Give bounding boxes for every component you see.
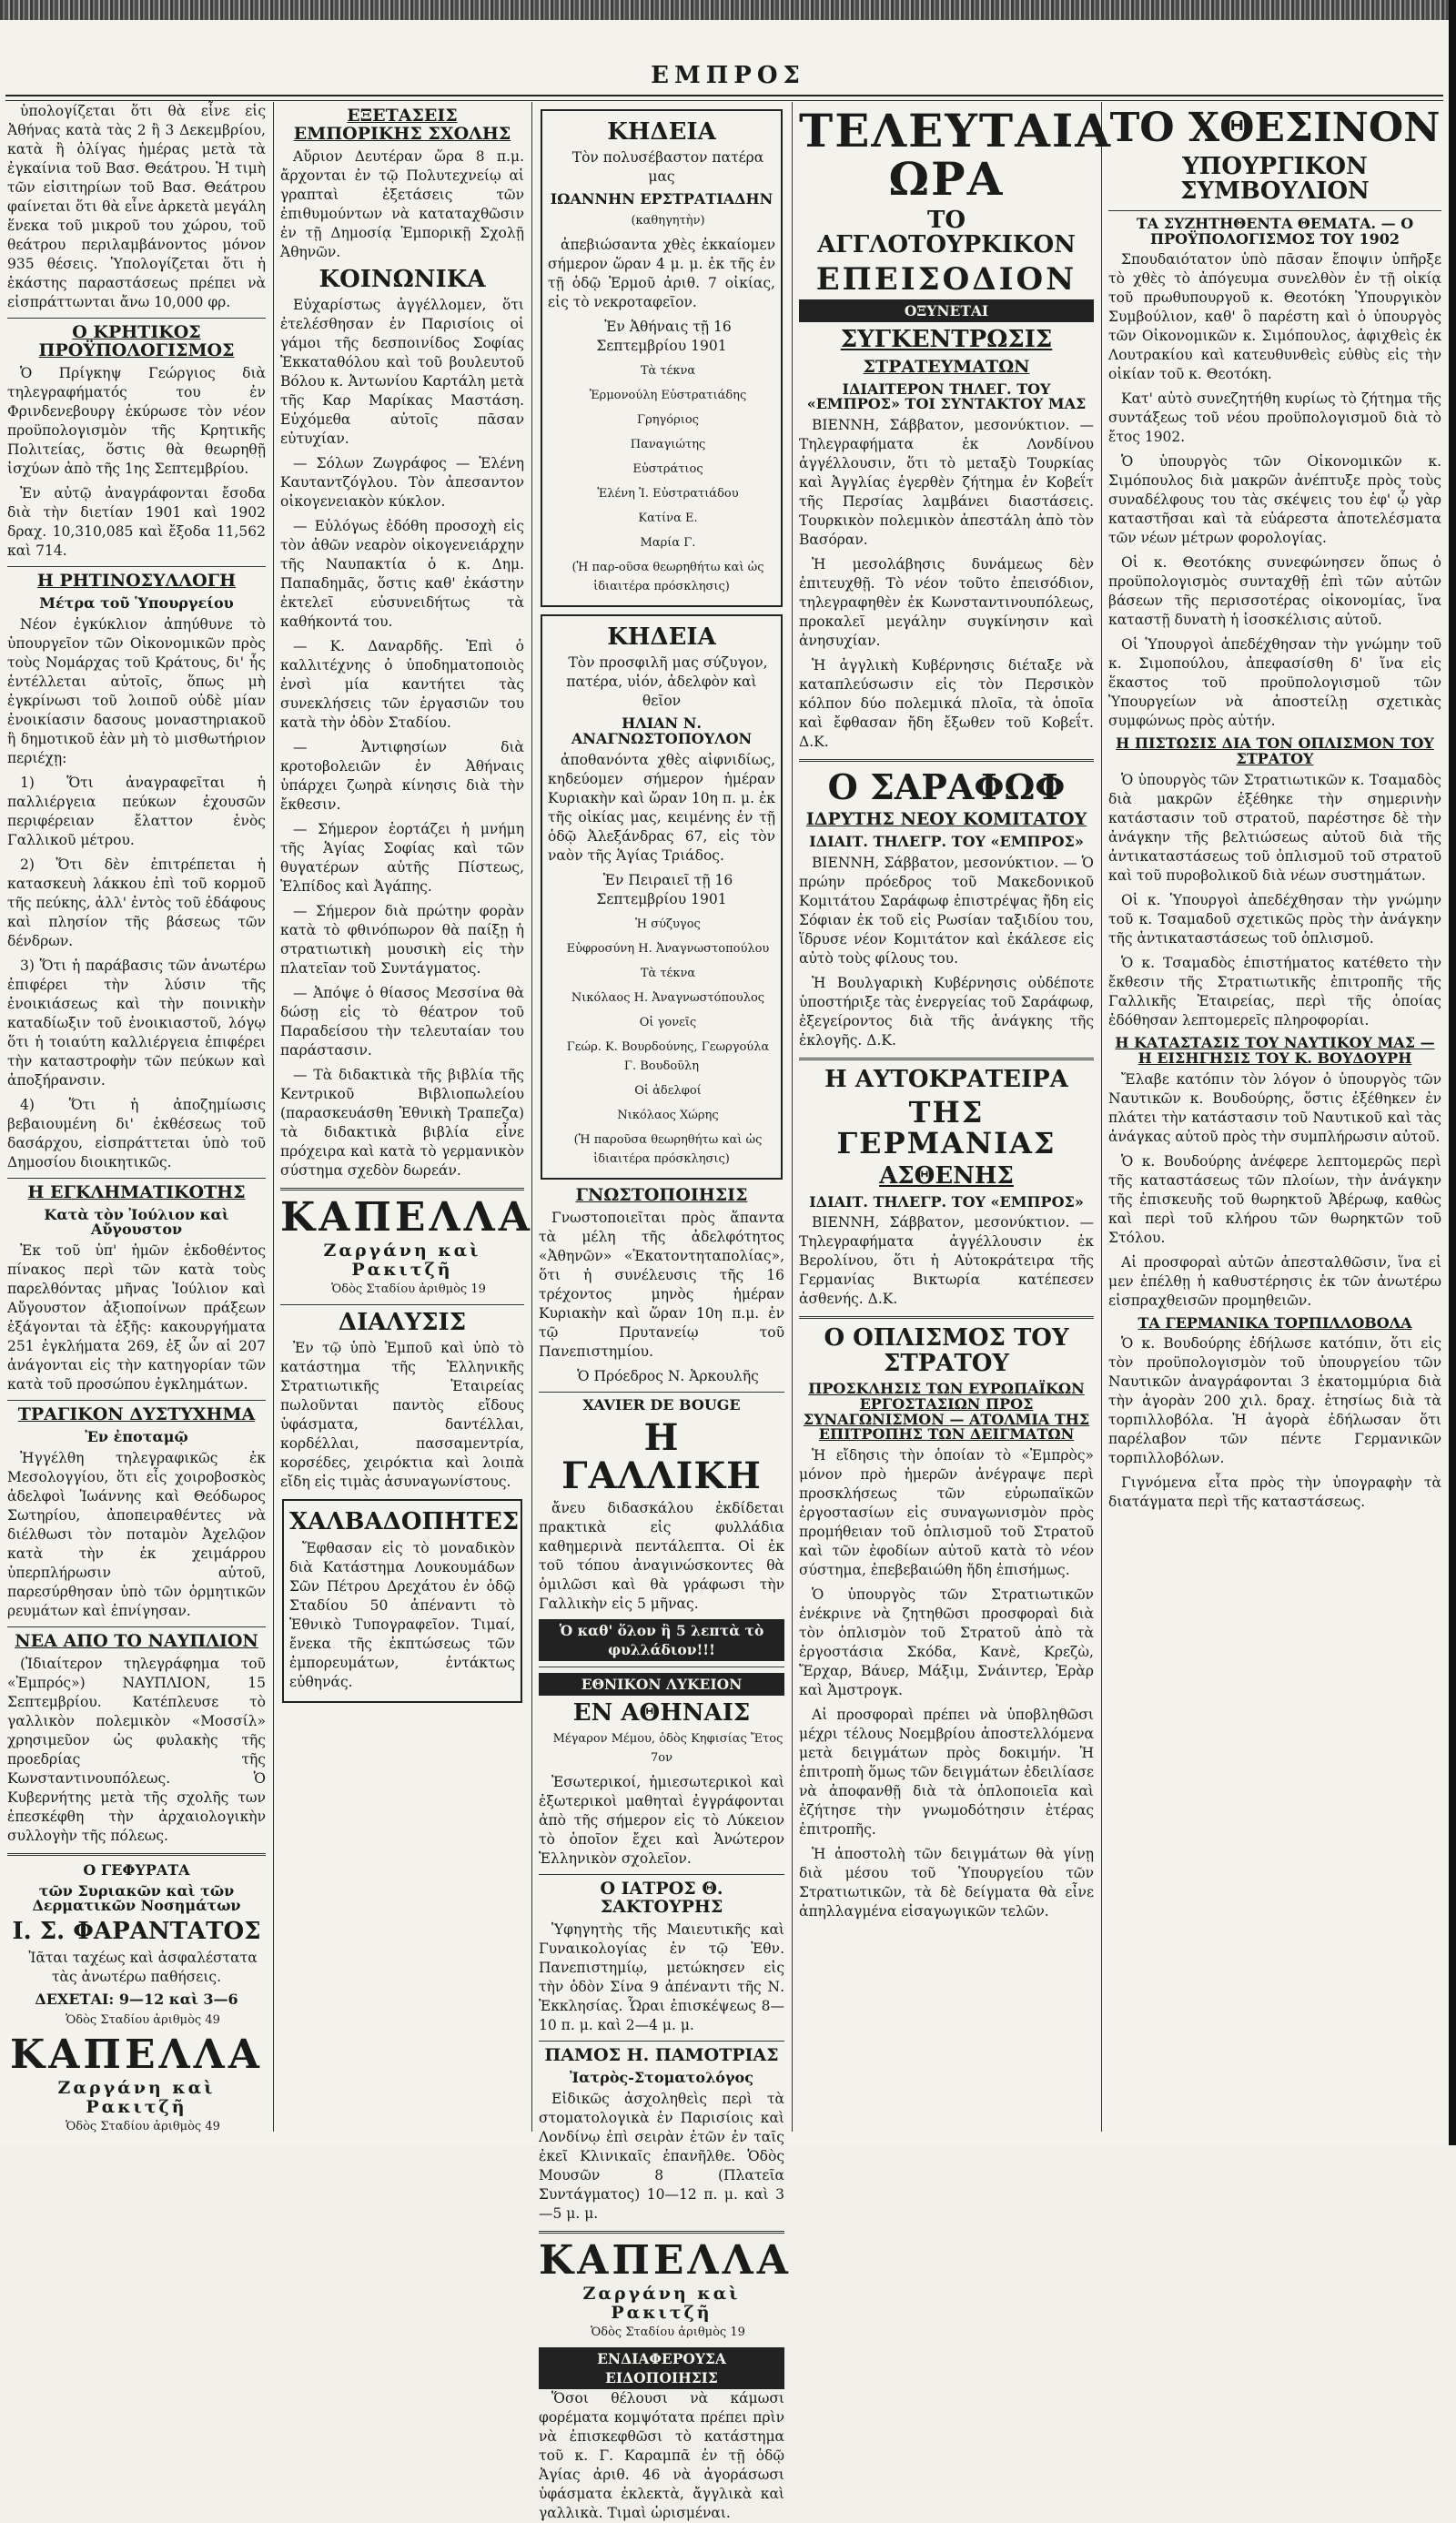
kapella-ad-owners: Ζαργάνη καὶ Ρακιτζῆ bbox=[323, 1241, 481, 1281]
article-text: Ἔλαβε κατόπιν τὸν λόγον ὁ ὑπουργὸς τῶν Ναυτικῶν κ. Βουδούρης, ὅστις ἐξέθηκεν ἐν πλάτει τὴν κατάστασιν τοῦ Ναυτικοῦ καὶ τὰς ἀνάγκας αὐτοῦ πρὸς τὴν συμπλήρωσιν αὐτοῦ. bbox=[1108, 1070, 1441, 1145]
article-text: (Ἰδιαίτερον τηλεγράφημα τοῦ «Ἐμπρός») ΝΑΥΠΛΙΟΝ, 15 Σεπτεμβρίου. Κατέπλευσε τὸ γαλλικὸν πολεμικὸν «Μοσσίλ» χρησιμεῦον ὡς φυλακὴς τῆς προεδρίας τῆς Κωνσταντινουπόλεως. Ὁ Κυβερνήτης μετὰ τῆς σχολῆς των ἐπεσκέφθη τὴν ἀρχαιολογικὴν συλλογὴν τῆς πόλεως. bbox=[7, 1655, 266, 1844]
family-member: Γεώρ. Κ. Βουρδούνης, Γεωργούλα Γ. Βουδοῦλη bbox=[566, 1039, 770, 1073]
divider bbox=[799, 1058, 1094, 1060]
ad-author: XAVIER DE BOUGE bbox=[582, 1395, 741, 1413]
masthead: ΕΜΠΡΟΣ bbox=[651, 62, 805, 89]
article-text: Αὔριον Δευτέραν ὥρα 8 π.μ. ἄρχονται ἐν τῷ Πολυτεχνείῳ αἱ γραπταὶ ἐξετάσεις τῶν ἐπιθυμούντων νὰ καταταχθῶσιν ἐν τῇ Δημοσίᾳ Ἐμπορικῇ Σχολῇ Ἀθηνῶν. bbox=[280, 147, 524, 260]
divider bbox=[7, 1626, 266, 1627]
kapella-ad-title: ΚΑΠΕΛΛΑ bbox=[10, 2032, 263, 2079]
divider bbox=[539, 2231, 784, 2234]
headline: ΚΗΔΕΙΑ bbox=[607, 118, 716, 146]
article-text: Ἐσωτερικοί, ἡμιεσωτερικοὶ καὶ ἐξωτερικοὶ μαθηταὶ ἐγγράφονται ἀπὸ τῆς σήμερον εἰς τὸ Λύκειον τὸ ὁποῖον ἔχει καὶ Ἀνώτερον Ἑλληνικὸν σχολεῖον. bbox=[539, 1774, 784, 1868]
headline: ΤΗΣ ΓΕΡΜΑΝΙΑΣ bbox=[836, 1095, 1057, 1160]
family-member: Ἡ σύζυγος bbox=[635, 917, 701, 931]
article-text: Ἐν αὐτῷ ἀναγράφονται ἔσοδα διὰ τὴν διετίαν 1901 καὶ 1902 δραχ. 10,310,085 καὶ ἔξοδα 11,562 καὶ 714. bbox=[7, 484, 266, 559]
article-text: Ὁ ὑπουργὸς τῶν Στρατιωτικῶν ἐνέκρινε νὰ ζητηθῶσι προσφοραὶ διὰ τὸν ὁπλισμὸν τοῦ Στρατοῦ ἀπὸ τὰ ἐργοστάσια Σκόδα, Κανὲ, Κρεζὼ, Ἔρχαρ, Βάυερ, Μάξιμ, Σνάιντερ, Ἑρὰρ καὶ Ἀμστρογκ. bbox=[799, 1586, 1094, 1699]
article-text: — Εὐλόγως ἐδόθη προσοχὴ εἰς τὸν ἀθῶν νεαρὸν οἰκογενειάρχην τῆς Ναυπακτία ὁ κ. Δημ. Παπαδημᾶς, ὅστις καθ' ἑκάστην ἐκτελεῖ εὐσυνειδήτως τὰ καθήκοντά του. bbox=[280, 518, 524, 631]
headline: Ο ΚΡΗΤΙΚΟΣ ΠΡΟΫΠΟΛΟΓΙΣΜΟΣ bbox=[38, 322, 235, 360]
article-text: — Κ. Δαναρδῆς. Ἐπὶ ὁ καλλιτέχνης ὁ ὑποδηματοποιὸς ἐνσὶ μία καντήτει τὰς συνεκλήσεις τῶν ἐργασιῶν του κατὰ τὴν ὁδὸν Σταδίου. bbox=[280, 638, 524, 732]
headline: Η ΓΑΛΛΙΚΗ bbox=[561, 1415, 762, 1497]
headline: Η ΡΗΤΙΝΟΣΥΛΛΟΓΗ bbox=[36, 570, 237, 591]
kapella-ad-owners: Ζαργάνη καὶ Ρακιτζῆ bbox=[582, 2283, 741, 2323]
headline: ΕΞΕΤΑΣΕΙΣ ΕΜΠΟΡΙΚΗΣ ΣΧΟΛΗΣ bbox=[293, 106, 511, 144]
headline: Ο ΣΑΡΑΦΩΦ bbox=[827, 766, 1066, 808]
divider bbox=[1108, 210, 1441, 211]
masthead-rule bbox=[5, 95, 1443, 101]
divider bbox=[7, 566, 266, 567]
article-text: Ὑφηγητὴς τῆς Μαιευτικῆς καὶ Γυναικολογίας ἐν τῷ Ἐθν. Πανεπιστημίῳ, μετώκησεν εἰς τὴν ὁδὸν Σίνα 9 ἀπέναντι τῆς Ν. Ἐκκλησίας. Ὧραι ἐπισκέψεως 8—10 π. μ. καὶ 2—4 μ. μ. bbox=[539, 1920, 784, 2033]
headline: ΧΑΛΒΑΔΟΠΗΤΕΣ bbox=[289, 1508, 520, 1536]
ad-heading: Ο ΓΕΦΥΡΑΤΑ bbox=[83, 1860, 190, 1879]
column-5 bbox=[1108, 102, 1441, 2132]
headline: ΕΝ ΑΘΗΝΑΙΣ bbox=[572, 1698, 751, 1727]
article-text: 3) Ὅτι ἡ παράβασις τῶν ἀνωτέρω ἐπιφέρει τὴν λύσιν τῆς ἐνοικιάσεως καὶ τὴν ποινικὴν καταδίωξιν τοῦ ἐνοικιαστοῦ, λόγῳ ὅτι ἡ τοιαύτη καλλιέργεια ἐπιφέρει τὴν καταστροφὴν τῶν πεύκων καὶ ἀποξήρανσιν. bbox=[7, 957, 266, 1089]
subheadline: ΤΑ ΓΕΡΜΑΝΙΚΑ ΤΟΡΠΙΛΛΟΒΟΛΑ bbox=[1138, 1313, 1412, 1332]
deceased-title: (καθηγητὴν) bbox=[631, 214, 705, 228]
subheadline: ΠΡΟΣΚΛΗΣΙΣ ΤΩΝ ΕΥΡΩΠΑΪΚΩΝ ΕΡΓΟΣΤΑΣΙΩΝ ΠΡΟΣ ΣΥΝΑΓΩΝΙΣΜΟΝ — ΑΤΟΛΜΙΑ ΤΗΣ ΕΠΙΤΡΟΠΗΣ ΤΩΝ ΔΕΙΓΜΑΤΩΝ bbox=[803, 1379, 1090, 1444]
article-text: — Σήμερον διὰ πρώτην φορὰν κατὰ τὸ φθινόπωρον θὰ παίξῃ ἡ στρατιωτικὴ μουσικὴ εἰς τὴν πλατεῖαν τοῦ Συντάγματος. bbox=[280, 903, 524, 978]
article-text: ΒΙΕΝΝΗ, Σάββατον, μεσονύκτιον. — Τηλεγραφήματα ἐκ Λονδίνου ἀγγέλλουσιν, ὅτι τὸ μεταξὺ Τουρκίας καὶ Ἀγγλίας ἐγερθὲν ζήτημα ἐν Κοβεΐτ τῆς Περσίας λαμβάνει διαστάσεις. Τουρκικὸν πολεμικὸν ἀπεστάλη ἀπὸ τὸν Βασόραν. bbox=[799, 417, 1094, 549]
section-title: ΤΟ ΧΘΕΣΙΝΟΝ bbox=[1109, 105, 1441, 151]
family-member: Νικόλαος Χώρης bbox=[617, 1108, 719, 1122]
headline: ΕΘΝΙΚΟΝ ΛΥΚΕΙΟΝ bbox=[539, 1673, 784, 1696]
article-text: Ἠγγέλθη τηλεγραφικῶς ἐκ Μεσολογγίου, ὅτι εἷς χοιροβοσκὸς ἀδελφοὶ Ἰωάννης καὶ Θεόδωρος Σωτηρίου, ἀποπειραθέντες νὰ διέλθωσι τὸν ποταμὸν Ἀχελῷον κατὰ τὴν ἐκ χειμάρρου ὑπερπλήρωσιν αὐτοῦ, παρεσύρθησαν ὑπὸ τῶν ὁρμητικῶν ρευμάτων καὶ ἐπνίγησαν. bbox=[7, 1449, 266, 1619]
headline: ΕΠΕΙΣΟΔΙΟΝ bbox=[815, 260, 1077, 298]
notice-date: Ἐν Ἀθήναις τῇ 16 Σεπτεμβρίου 1901 bbox=[596, 319, 732, 355]
headline: Η ΕΓΚΛΗΜΑΤΙΚΟΤΗΣ bbox=[27, 1181, 246, 1202]
ad-hours: ΔΕΧΕΤΑΙ: 9—12 καὶ 3—6 bbox=[35, 1990, 238, 2008]
headline: Η ΑΥΤΟΚΡΑΤΕΙΡΑ bbox=[824, 1065, 1068, 1093]
headline: ΑΣΘΕΝΗΣ bbox=[879, 1162, 1014, 1191]
article-text: Ὁ κ. Βουδούρης ἀνέφερε λεπτομερῶς περὶ τῆς καταστάσεως τῶν πλοίων, τὴν ἀνάγκην τῆς ἐπισκευῆς τοῦ θωρηκτοῦ Ἀβέρωφ, καθὼς καὶ περὶ τοῦ κλήρου τῶν θωρηκτῶν τοῦ Στόλου. bbox=[1108, 1152, 1441, 1246]
kapella-ad-title: ΚΑΠΕΛΛΑ bbox=[280, 1194, 533, 1241]
article-text: — Τὰ διδακτικὰ τῆς βιβλία τῆς Κεντρικοῦ Βιβλιοπωλείου (παρασκευάσθη Ἐθνικὴ Τραπεζα) τὰ διδακτικὰ βιβλία εἶνε πρόχειρα καὶ κατὰ τὸ γερμανικὸν σύστημα σχεδὸν δωρεάν. bbox=[280, 1067, 524, 1180]
headline: Ο ΙΑΤΡΟΣ Θ. ΣΑΚΤΟΥΡΗΣ bbox=[600, 1879, 723, 1917]
scan-top-edge bbox=[0, 0, 1456, 20]
article-text: Ὁ ὑπουργὸς τῶν Οἰκονομικῶν κ. Σιμόπουλος διὰ μακρῶν ἀνέπτυξε πρὸς τοὺς συναδέλφους του τὰς σκέψεις του ἐφ' ᾧ γὰρ καταστῆσαι καὶ τὰ εὐάρεστα ἀποτελέσματα τῶν νέων μέτρων φορολογίας. bbox=[1108, 453, 1441, 547]
article-text: Νέον ἐγκύκλιον ἀπηύθυνε τὸ ὑπουργεῖον τῶν Οἰκονομικῶν πρὸς τοὺς Νομάρχας τοῦ Κράτους, δι' ἧς ἐντέλλεται αὐτοῖς, ὅπως μὴ ἐγκρίνωσι τοῦ λοιποῦ οὐδὲ μίαν ἐνοικίασιν δασους μοναστηριακοῦ ἢ δημοτικοῦ ἐὰν μὴ τὸ μισθωτήριον περιέχῃ: bbox=[7, 615, 266, 766]
column-rule bbox=[531, 102, 532, 2132]
article-text: Ἐκ τοῦ ὑπ' ἡμῶν ἐκδοθέντος πίνακος περὶ τῶν κατὰ τοὺς παρελθόντας μῆνας Ἰούλιον καὶ Αὔγουστον ἀξιοποίνων πράξεων ἐξάγονται τὰ ἑξῆς: κακουργήματα 251 ἐγκλήματα 269, ἐξ ὧν αἱ 207 ἀνάγονται εἰς τὴν κατηγορίαν τῶν κατὰ τοῦ προσώπου ἐγκλημάτων. bbox=[7, 1242, 266, 1393]
article-text: 2) Ὅτι δὲν ἐπιτρέπεται ἡ κατασκευὴ λάκκου ἐπὶ τοῦ κορμοῦ τῆς πεύκης, ἀλλ' ἐντὸς τοῦ ἐδάφους καὶ πλησίον τῆς βάσεως τῶν δένδρων. bbox=[7, 856, 266, 949]
notice-note: (Ἡ παροῦσα θεωρηθήτω καὶ ὡς ἰδιαιτέρα πρόσκλησις) bbox=[573, 1132, 763, 1166]
article-text: Ὁ κ. Βουδούρης ἐδήλωσε κατόπιν, ὅτι εἰς τὸν προϋπολογισμὸν τοῦ ὑπουργείου τῶν Ναυτικῶν ἀναγράφονται 3 ἑκατομμύρια διὰ τὴν ἀγορὰν 200 χιλ. δραχ. ἐτησίως διὰ τὰ τορπιλλοβόλα. Ἡ ἀγορὰ ἐδήλωσαν ὅτι παρέλαβον τῶν πέντε Γερμανικῶν τορπιλλοβόλων. bbox=[1108, 1335, 1441, 1467]
article-text: Ἡ ἀγγλικὴ Κυβέρνησις διέταξε νὰ καταπλεύσωσιν εἰς τὸν Περσικὸν κόλπον δύο πολεμικά πλοῖα, τὰ ὁποῖα καὶ ἔφθασαν ἤδη ἔξωθεν τοῦ Κοβεΐτ. Δ.Κ. bbox=[799, 657, 1094, 751]
headline: ΓΝΩΣΤΟΠΟΙΗΣΙΣ bbox=[575, 1184, 748, 1205]
headline: ΠΑΜΟΣ Η. ΠΑΜΟΤΡΙΑΣ bbox=[544, 2044, 779, 2065]
headline: ΝΕΑ ΑΠΟ ΤΟ ΝΑΥΠΛΙΟΝ bbox=[15, 1630, 258, 1651]
telegram-header: ΙΔΙΑΙΤΕΡΟΝ ΤΗΛΕΓ. ΤΟΥ «ΕΜΠΡΟΣ» ΤΟΙ ΣΥΝΤΑΚΤΟΥ ΜΑΣ bbox=[806, 380, 1087, 413]
divider bbox=[7, 1178, 266, 1179]
divider bbox=[539, 1392, 784, 1393]
article-text: Ἡ μεσολάβησις δυνάμεως δὲν ἐπιτευχθῇ. Τὸ νέον τοῦτο ἐπεισόδιον, τηλεγραφηθὲν ἐκ Κωνσταντινουπόλεως, προκαλεῖ μεγάλην συγκίνησιν καὶ ἀνησυχίαν. bbox=[799, 556, 1094, 650]
deceased-name: ΙΩΑΝΝΗΝ ΕΡΣΤΡΑΤΙΑΔΗΝ bbox=[550, 190, 774, 208]
family-member: Οἱ ἀδελφοί bbox=[634, 1083, 702, 1098]
family-member: Κατίνα Ε. bbox=[638, 512, 698, 526]
headline: ΥΠΟΥΡΓΙΚΟΝ ΣΥΜΒΟΥΛΙΟΝ bbox=[1180, 153, 1370, 206]
article-text: ΒΙΕΝΝΗ, Σάββατον, μεσονύκτιον. — Ὁ πρώην πρόεδρος τοῦ Μακεδονικοῦ Κομιτάτου Σαράφωφ ἐπιστρέψας ἤδη εἰς Σόφιαν ἐκ τοῦ εἰς Ρωσίαν ταξιδίου του, ἵδρυσε νέον Κομιτάτον καὶ ἐκάλεσε εἰς αὐτὸ τοὺς φίλους του. bbox=[799, 854, 1094, 967]
article-text: Ὁ Πρίγκηψ Γεώργιος διὰ τηλεγραφήματός του ἐν Φρινδενεβουργ ἐκύρωσε τὸν νέον προϋπολογισμὸν τῆς Κρητικῆς Πολιτείας, ὅστις θὰ θεωρηθῇ ἰσχύων ἀπὸ τῆς 1ης Σεπτεμβρίου. bbox=[7, 364, 266, 477]
notice-note: (Ἡ παρ-οῦσα θεωρηθήτω καὶ ὡς ἰδιαιτέρα πρόσκλησις) bbox=[571, 561, 764, 594]
ad-name: Ι. Σ. ΦΑΡΑΝΤΑΤΟΣ bbox=[12, 1918, 261, 1946]
divider bbox=[280, 1188, 524, 1191]
funeral-notice bbox=[541, 614, 783, 1180]
article-text: Εἰδικῶς ἀσχοληθεὶς περὶ τὰ στοματολογικὰ ἐν Παρισίοις καὶ Λονδίνῳ ἐπὶ σειρὰν ἐτῶν ἐν ταῖς ἐκεῖ Κλινικαῖς ἐπανῆλθε. Ὁδὸς Μουσῶν 8 (Πλατεῖα Συντάγματος) 10—12 π. μ. καὶ 3—5 μ. μ. bbox=[539, 2090, 784, 2222]
article-text: Ἔφθασαν εἰς τὸ μοναδικὸν διὰ Κατάστημα Λουκουμάδων Σῶν Πέτρου Δρεχάτου ἐν ὁδῷ Σταδίου 50 ἀπέναντι τὸ Ἐθνικὸ Τυπογραφεῖον. Τιμαί, ἔνεκα τῆς ἐκπτώσεως τῶν ἐμπορευμάτων, ἐντάκτως εὐθηνάς. bbox=[289, 1539, 515, 1690]
ad-line: τῶν Συριακῶν καὶ τῶν Δερματικῶν Νοσημάτων bbox=[32, 1881, 241, 1915]
deceased-name: ΗΛΙΑΝ Ν. ΑΝΑΓΝΩΣΤΟΠΟΥΛΟΝ bbox=[571, 714, 753, 748]
kapella-ad-address: Ὁδὸς Σταδίου ἀριθμὸς 19 bbox=[331, 1282, 486, 1297]
subheadline: Ἐν ἐποταμῷ bbox=[85, 1428, 188, 1446]
article-text: Γνωστοποιεῖται πρὸς ἅπαντα τὰ μέλη τῆς ἀδελφότητος «Ἀθηνῶν» «Ἐκατοντηταπολίας», ὅτι ἡ συνέλευσις τῆς 16 τρέχοντος μηνὸς ἡμέραν Κυριακὴν καὶ ὥραν 10η π.μ. ἐν τῷ Πρυτανείῳ τοῦ Πανεπιστημίου. bbox=[539, 1209, 784, 1360]
article-text: Αἱ προσφοραὶ πρέπει νὰ ὑποβληθῶσι μέχρι τέλους Νοεμβρίου ἀποστελλόμενα μετὰ δειγμάτων πρὸς δοκιμήν. Ἡ ἐπιτροπὴ ὅμως τῶν δειγμάτων ἐδειλίασε νὰ ἀποφανθῇ διὰ τὰ ὁπλοποιεῖα καὶ ἐζήτησε τὴν γνωμοδότησιν ἑτέρας ἐπιτροπῆς. bbox=[799, 1707, 1094, 1839]
notice-text: ἀπεβιώσαντα χθὲς ἐκκαίομεν σήμερον ὥραν 4 μ. μ. ἐκ τῆς ἐν τῇ ὁδῷ Ἐρμοῦ ἀριθ. 7 οἰκίας, εἰς τὸ νεκροταφεῖον. bbox=[548, 237, 775, 311]
column-rule bbox=[273, 102, 274, 2132]
family-member: Ἑρμονούλη Εὐστρατιάδης bbox=[589, 389, 747, 403]
family-member: Γρηγόριος bbox=[637, 413, 699, 428]
kapella-ad-owners: Ζαργάνη καὶ Ρακιτζῆ bbox=[57, 2078, 216, 2118]
divider bbox=[539, 1874, 784, 1875]
family-member: Μαρία Γ. bbox=[640, 536, 696, 551]
article-text: — Ἀπόψε ὁ θίασος Μεσσίνα θὰ δώσῃ εἰς τὸ θέατρον τοῦ Παραδείσου τὴν τελευταίαν του παράστασιν. bbox=[280, 985, 524, 1059]
headline: ΟΞΥΝΕΤΑΙ bbox=[799, 299, 1094, 322]
signature: Ὁ Πρόεδρος Ν. Ἀρκουλῆς bbox=[577, 1367, 759, 1384]
article-text: Κατ' αὐτὸ συνεζητήθη κυρίως τὸ ζήτημα τῆς συντάξεως τοῦ νέου προϋπολογισμοῦ διὰ τὸ ἔτος 1902. bbox=[1108, 390, 1441, 446]
article-text: Οἱ κ. Ὑπουργοὶ ἀπεδέχθησαν τὴν γνώμην τοῦ κ. Τσαμαδοῦ σχετικῶς πρὸς τὴν ἀνάγκην τῆς ἀντικαταστάσεως τοῦ ὁπλισμοῦ. bbox=[1108, 891, 1441, 947]
article-text: 1) Ὅτι ἀναγραφεῖται ἡ παλλιέργεια πεύκων ἐχουσῶν περιφέρειαν ἔλαττον ἑνὸς Γαλλικοῦ μέτρου. bbox=[7, 774, 266, 848]
divider bbox=[799, 1316, 1094, 1319]
family-member: Τὰ τέκνα bbox=[640, 364, 696, 379]
ad-address: Μέγαρον Μέμου, ὁδὸς Κηφισίας Ἔτος 7ον bbox=[552, 1732, 784, 1766]
subheadline: ΤΑ ΣΥΖΗΤΗΘΕΝΤΑ ΘΕΜΑΤΑ. — Ο ΠΡΟΫΠΟΛΟΓΙΣΜΟΣ ΤΟΥ 1902 bbox=[1136, 214, 1414, 248]
subheadline: Μέτρα τοῦ Ὑπουργείου bbox=[39, 593, 234, 612]
headline: ΚΗΔΕΙΑ bbox=[607, 623, 716, 652]
family-member: Εὐφροσύνη Η. Ἀναγνωστοπούλου bbox=[566, 941, 770, 956]
article-text: Γιγνόμενα εἶτα πρὸς τὴν ὑπογραφὴν τὰ διατάγματα περὶ τῆς καταστάσεως. bbox=[1108, 1474, 1441, 1511]
family-member: Τὰ τέκνα bbox=[640, 966, 696, 980]
subheadline: Η ΚΑΤΑΣΤΑΣΙΣ ΤΟΥ ΝΑΥΤΙΚΟΥ ΜΑΣ — Η ΕΙΣΗΓΗΣΙΣ ΤΟΥ Κ. ΒΟΥΔΟΥΡΗ bbox=[1115, 1033, 1435, 1067]
divider bbox=[280, 1304, 524, 1305]
divider bbox=[7, 1400, 266, 1401]
notice-date: Ἐν Πειραιεῖ τῇ 16 Σεπτεμβρίου 1901 bbox=[596, 871, 733, 907]
family-list bbox=[548, 915, 775, 1125]
family-member: Οἱ γονεῖς bbox=[639, 1015, 697, 1029]
divider bbox=[7, 1853, 266, 1856]
kapella-ad-address: Ὁδὸς Σταδίου ἀριθμὸς 19 bbox=[591, 2325, 745, 2339]
notice-text: Τὸν προσφιλῆ μας σύζυγον, πατέρα, υἱόν, ἀδελφὸν καὶ θεῖον bbox=[566, 654, 768, 710]
article-text: Ἡ εἴδησις τὴν ὁποίαν τὸ «Ἐμπρὸς» μόνον πρὸ ἡμερῶν ἀνέγραψε περὶ προσκλήσεως τῶν εὐρωπαϊκῶν ἐργοστασίων εἰς συναγωνισμὸν πρὸς προμήθειαν τοῦ ὁπλισμοῦ τοῦ Στρατοῦ καὶ τῶν ἐφοδίων αὐτοῦ κατὰ τὸ νέον σύστημα, ἐπεβεβαιώθη ἤδη ἐπισήμως. bbox=[799, 1447, 1094, 1579]
column-1 bbox=[7, 102, 266, 2132]
notice-text: ἀποθανόντα χθὲς αἰφνιδίως, κηδεύομεν σήμερον ἡμέραν Κυριακὴν καὶ ὥραν 10η π. μ. ἐκ τῆς οἰκίας μας, κειμένης ἐν τῇ ὁδῷ Ἀλεξάνδρας 67, εἰς τὸν ναὸν τῆς Ἁγίας Τριάδος. bbox=[548, 751, 775, 864]
article-text: Οἱ κ. Θεοτόκης συνεφώνησεν ὅπως ὁ προϋπολογισμὸς συνταχθῇ ἐπὶ τῶν αὐτῶν βάσεων τῆς περισσοτέρας οἰκονομίας, ἵνα καταστῇ δυνατὴ ἡ ἰσοσκέλισις αὐτοῦ. bbox=[1108, 554, 1441, 629]
article-text: ἄνευ διδασκάλου ἐκδίδεται πρακτικὰ εἰς φυλλάδια καθημερινὰ πεντάλεπτα. Οἱ ἐκ τοῦ τόπου ἀναγινώσκοντες θὰ ὁμιλῶσι καὶ θὰ γράφωσι τὴν Γαλλικὴν εἰς 5 μῆνας. bbox=[539, 1499, 784, 1612]
column-4 bbox=[799, 102, 1113, 2132]
section-title: ΤΕΛΕΥΤΑΙΑ ΩΡΑ bbox=[799, 104, 1113, 206]
column-rule bbox=[792, 102, 793, 2132]
divider bbox=[7, 318, 266, 319]
article-text: Σπουδαιότατον ὑπὸ πᾶσαν ἔποψιν ὑπῆρξε τὸ χθὲς τὸ ἀπόγευμα συνελθὸν ἐν τῇ οἰκίᾳ τοῦ πρωθυπουργοῦ κ. Θεοτόκη Ὑπουργικὸν Συμβούλιον, καθ' ὃ παρέστη καὶ ὁ ὑπουργὸς τῶν Οἰκονομικῶν κ. Σιμόπουλος, ἀφιχθεὶς ἐκ Λουτρακίου καὶ κατευθυνθεὶς εὐθὺς εἰς τὴν οἰκίαν τοῦ κ. Θεοτόκη. bbox=[1108, 251, 1441, 383]
article-text: Ὁ κ. Τσαμαδὸς ἐπιστήματος κατέθετο τὴν ἔκθεσιν τῆς Στρατιωτικῆς ἐπιτροπῆς τῆς Γαλλικῆς Ἑταιρείας, περὶ τῆς ὁποίας ἐδόθησαν λεπτομερεῖς πληροφορίαι. bbox=[1108, 954, 1441, 1028]
notice-text: Τὸν πολυσέβαστον πατέρα μας bbox=[571, 149, 764, 186]
article-text: Ἡ ἀποστολὴ τῶν δειγμάτων θὰ γίνῃ διὰ μέσου τοῦ Ὑπουργείου τῶν Στρατιωτικῶν, τὰ δὲ δείγματα θὰ εἶνε ἀπηλλαγμένα εἰσαγωγικῶν τελῶν. bbox=[799, 1846, 1094, 1920]
article-text: Αἱ προσφοραὶ αὐτῶν ἀπεσταλθῶσιν, ἵνα εἰ μεν ἐπέλθῃ ἡ καθυστέρησις ἐκ τῶν ἀνωτέρω εἰσπραχθεισῶν προμηθειῶν. bbox=[1108, 1253, 1441, 1309]
telegram-header: ΙΔΙΑΙΤ. ΤΗΛΕΓΡ. ΤΟΥ «ΕΜΠΡΟΣ» bbox=[809, 1192, 1084, 1211]
family-member: Παναγιώτης bbox=[630, 438, 706, 452]
family-list bbox=[548, 361, 775, 552]
ad-banner: Ὁ καθ' ὅλον ἢ 5 λεπτὰ τὸ φυλλάδιον!!! bbox=[539, 1619, 784, 1661]
article-text: — Ἀντιφησίων διὰ κροτοβολειῶν ἐν Ἀθήναις ὑπάρχει ζωηρὰ κίνησις διὰ τὴν ἔκθεσιν. bbox=[280, 739, 524, 814]
kapella-ad-address: Ὁδὸς Σταδίου ἀριθμὸς 49 bbox=[66, 2120, 220, 2134]
section-heading: ΚΟΙΝΩΝΙΚΑ bbox=[318, 265, 486, 293]
funeral-notice bbox=[541, 109, 783, 607]
telegram-header: ΙΔΙΑΙΤ. ΤΗΛΕΓΡ. ΤΟΥ «ΕΜΠΡΟΣ» bbox=[809, 832, 1084, 850]
kapella-ad-title: ΚΑΠΕΛΛΑ bbox=[539, 2236, 792, 2284]
article-text: — Σήμερον ἑορτάζει ἡ μνήμη τῆς Ἁγίας Σοφίας καὶ τῶν θυγατέρων αὐτῆς Πίστεως, Ἐλπίδος καὶ Ἀγάπης. bbox=[280, 821, 524, 896]
article-text: Ἡ Βουλγαρικὴ Κυβέρνησις οὐδέποτε ὑποστήριξε τὰς ἐνεργείας τοῦ Σαράφωφ, ἐξεγείροντος διὰ τῆς ἀνάγκης τῆς ἐκλογῆς. Δ.Κ. bbox=[799, 974, 1094, 1049]
family-member: Ἑλένη Ἰ. Εὐστρατιάδου bbox=[597, 487, 739, 502]
headline: ΙΔΡΥΤΗΣ ΝΕΟΥ ΚΟΜΙΤΑΤΟΥ bbox=[805, 809, 1087, 829]
subheadline: Η ΠΙΣΤΩΣΙΣ ΔΙΑ ΤΟΝ ΟΠΛΙΣΜΟΝ ΤΟΥ ΣΤΡΑΤΟΥ bbox=[1116, 735, 1434, 768]
ad-text: Ἰᾶται ταχέως καὶ ἀσφαλέστατα τὰς ἀνωτέρω παθήσεις. bbox=[28, 1949, 258, 1985]
article-text: ὑπολογίζεται ὅτι θὰ εἶνε εἰς Ἀθήνας κατὰ τὰς 2 ἢ 3 Δεκεμβρίου, κατὰ ἢ ὀλίγας ἡμέρας μετὰ τὰ ἐγκαίνια τοῦ Βασ. Θεάτρου. Ἡ τιμὴ τῶν εἰσιτηρίων τοῦ Βασ. Θεάτρου φαίνεται ὅτι θὰ εἶνε ἀρκετὰ μεγάλη ἕνεκα τοῦ μικροῦ του χώρου, τοῦ θεάτρου περιλαμβάνοντος μόνον 935 θέσεις. Ὑπολογίζεται ὅτι ἡ ἑκάστης παραστάσεως πρέπει νὰ εἰσπράττωνται ἄνω 10,000 φρ. bbox=[7, 103, 266, 310]
subheadline: Κατὰ τὸν Ἰούλιον καὶ Αὔγουστον bbox=[44, 1205, 229, 1239]
article-text: Οἱ Ὑπουργοὶ ἀπεδέχθησαν τὴν γνώμην τοῦ κ. Σιμοπούλου, ἀπεφασίσθη δ' ἵνα εἰς ἕκαστος τοῦ προϋπολογισμοῦ τῶν Ὑπουργείων νὰ ἀποστείλῃ σχετικὰς συμφώνως πρὸς αὐτήν. bbox=[1108, 636, 1441, 730]
scan-right-edge bbox=[1449, 0, 1456, 2145]
headline: ΣΤΡΑΤΕΥΜΑΤΩΝ bbox=[863, 356, 1030, 377]
headline: ΤΡΑΓΙΚΟΝ ΔΥΣΤΥΧΗΜΑ bbox=[17, 1404, 256, 1425]
article-text: Ὁ ὑπουργὸς τῶν Στρατιωτικῶν κ. Τσαμαδὸς διὰ μακρῶν ἐξέθηκε τὴν σημερινὴν κατάστασιν τοῦ στρατοῦ, παρέστησε δὲ τὴν ἀνάγκην τῆς βελτιώσεως αὐτοῦ διὰ τῆς ἀντικαταστάσεως τοῦ ὁπλισμοῦ τοῦ στρατοῦ καὶ τοῦ πυροβολικοῦ διὰ νέων συστημάτων. bbox=[1108, 771, 1441, 884]
headline: ΕΝΔΙΑΦΕΡΟΥΣΑ ΕΙΔΟΠΟΙΗΣΙΣ bbox=[539, 2347, 784, 2389]
subheadline: Ἰατρὸς-Στοματολόγος bbox=[570, 2068, 753, 2086]
article-text: 4) Ὅτι ἡ ἀποζημίωσις βεβαιουμένη δι' ἐκθέσεως τοῦ δασάρχου, εἰσπράττεται ὑπὸ τοῦ Δημοσίου διοικητικῶς. bbox=[7, 1096, 266, 1170]
headline: Ο ΟΠΛΙΣΜΟΣ ΤΟΥ ΣΤΡΑΤΟΥ bbox=[824, 1324, 1069, 1377]
column-2 bbox=[280, 102, 533, 2132]
ad-address: Ὁδὸς Σταδίου ἀριθμὸς 49 bbox=[66, 2013, 220, 2028]
family-member: Εὐστράτιος bbox=[632, 462, 703, 477]
article-text: ΒΙΕΝΝΗ, Σάββατον, μεσονύκτιον. — Τηλεγραφήματα ἀγγέλλουσιν ἐκ Βερολίνου, ὅτι ἡ Αὐτοκράτειρα τῆς Γερμανίας Βικτωρία κατέπεσεν ἀσθενής. Δ.Κ. bbox=[799, 1214, 1094, 1308]
column-rule bbox=[1101, 102, 1102, 2132]
headline: ΣΥΓΚΕΝΤΡΩΣΙΣ bbox=[840, 326, 1053, 354]
divider bbox=[539, 2041, 784, 2042]
divider bbox=[799, 759, 1094, 762]
headline: ΤΟ ΑΓΓΛΟΤΟΥΡΚΙΚΟΝ bbox=[817, 207, 1076, 259]
column-3 bbox=[539, 102, 792, 2521]
article-text: Ἐν τῷ ὑπὸ Ἐμποῦ καὶ ὑπὸ τὸ κατάστημα τῆς Ἑλληνικῆς Στρατιωτικῆς Ἐταιρείας πωλοῦνται παντὸς εἴδους ὑφάσματα, δαντέλλαι, κορδέλλαι, πασσαμεντρία, κορσέδες, χειρόκτια καὶ λοιπὰ εἴδη εἰς τιμὰς ἀσυναγωνίστους. bbox=[280, 1340, 524, 1491]
article-text: Εὐχαρίστως ἀγγέλλομεν, ὅτι ἐτελέσθησαν ἐν Παρισίοις οἱ γάμοι τῆς δεσποινίδος Σοφίας Ἐκκαταθόλου καὶ τοῦ βουλευτοῦ Βόλου κ. Ἀντωνίου Καρτάλη μετὰ τῆς Καρ Μαρίκας Μαστάση. Εὐχόμεθα αὐτοῖς πᾶσαν εὐτυχίαν. bbox=[280, 297, 524, 448]
article-text: Ὅσοι θέλουσι νὰ κάμωσι φορέματα κομψότατα πρέπει πρὶν νὰ ἐπισκεφθῶσι τὸ κατάστημα τοῦ κ. Γ. Καραμπᾶ ἐν τῇ ὁδῷ Ἀγίας ἀριθ. 46 νὰ ἀγοράσωσι ὑφάσματα ἐκλεκτὰ, ἄγγλικὰ καὶ γαλλικὰ. Τιμαὶ ὡρισμέναι. bbox=[539, 2389, 784, 2521]
headline: ΔΙΑΛΥΣΙΣ bbox=[338, 1309, 467, 1337]
article-text: — Σόλων Ζωγράφος — Ἑλένη Καυταντζόγλου. Τὸν ἀπεσαντον οἰκογενειακὸν κύκλον. bbox=[280, 455, 524, 511]
family-member: Νικόλαος Η. Ἀναγνωστόπουλος bbox=[571, 990, 765, 1005]
ad-box bbox=[282, 1499, 522, 1702]
